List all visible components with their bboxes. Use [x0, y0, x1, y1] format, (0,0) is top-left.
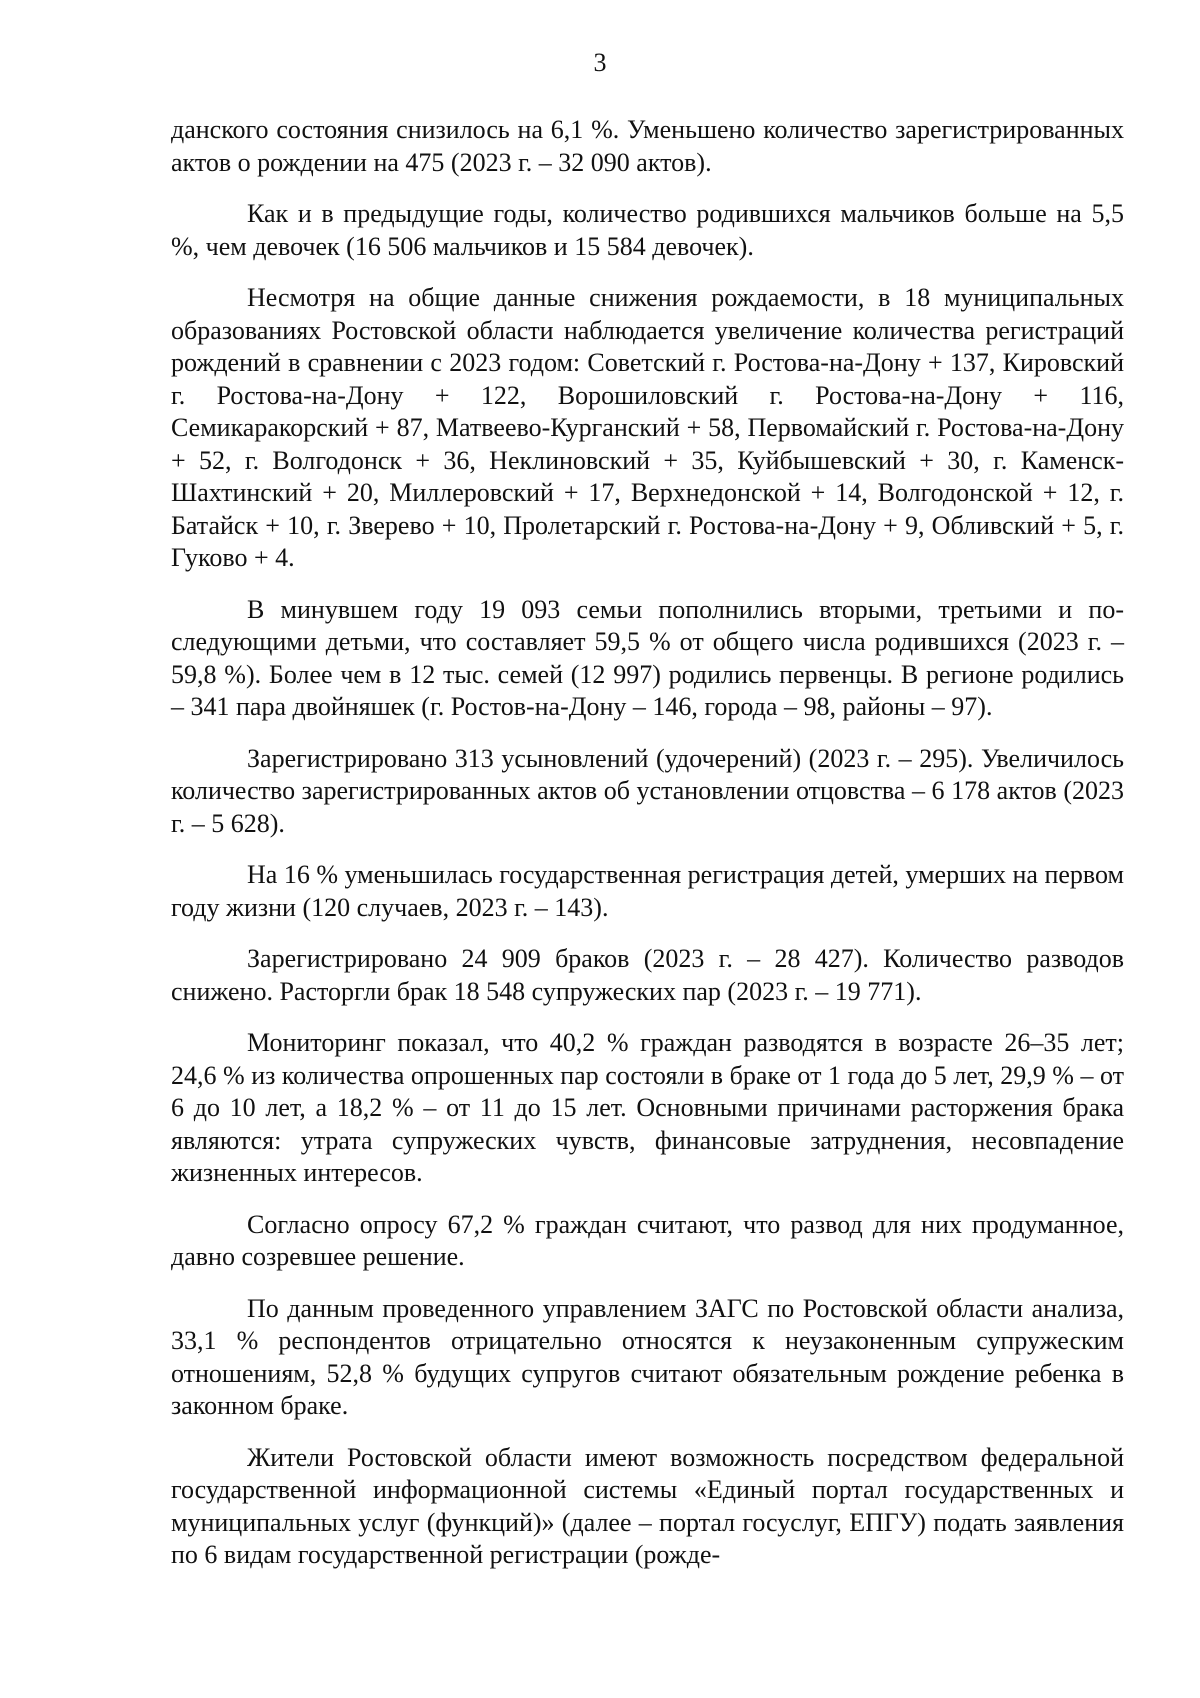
paragraph-divorce-monitoring: Мониторинг показал, что 40,2 % граждан разводятся в возрасте 26–35 лет; 24,6 % из количества опрошенных пар состояли в браке от 1 года до 5 лет, 29,9 % – от 6 до 10 лет, а 18,2 % – от 11 до 15 лет. Основными причинами расторжения брака являются: утрата супружеских чувств, финансовые затруднения, несовпадение жизненных интересов. [171, 1028, 1124, 1187]
page-number: 3 [593, 48, 607, 77]
paragraph-zags-analysis: По данным проведенного управлением ЗАГС по Ростовской области анализа, 33,1 % респондентов отрицательно относятся к неузаконенным супружеским отношениям, 52,8 % будущих супругов считают обязательным рождение ребенка в законном браке. [171, 1293, 1124, 1420]
paragraph-births-decrease: данского состояния снизилось на 6,1 %. Уменьшено количество зарегистрированных актов о рождении на 475 (2023 г. – 32 090 актов). [171, 115, 1124, 177]
paragraph-divorce-survey: Согласно опросу 67,2 % граждан считают, что развод для них продуманное, давно созревшее решение. [171, 1209, 1124, 1271]
paragraph-marriages: Зарегистрировано 24 909 браков (2023 г. – 28 427). Количество разводов снижено. Расторгли брак 18 548 супружеских пар (2023 г. – 19 771). [171, 944, 1124, 1006]
paragraph-infant-deaths: На 16 % уменьшилась государственная регистрация детей, умерших на первом году жизни (120 случаев, 2023 г. – 143). [171, 860, 1124, 922]
paragraph-boys-girls: Как и в предыдущие годы, количество родившихся мальчиков больше на 5,5 %, чем девочек (16 506 мальчиков и 15 584 девочек). [171, 199, 1124, 261]
document-body [171, 114, 1124, 1572]
paragraph-gosuslugi: Жители Ростовской области имеют возможность посредством федеральной государственной информационной системы «Единый портал государственных и муниципальных услуг (функций)» (далее – портал госуслуг, ЕПГУ) подать заявления по 6 видам государственной регистрации (рожде- [171, 1442, 1124, 1569]
paragraph-municipal-growth: Несмотря на общие данные снижения рождаемости, в 18 муниципальных образованиях Ростовской области наблюдается увеличение количества регистраций рождений в сравнении с 2023 годом: Советский г. Ростова-на-Дону + 137, Кировский г. Ростова-на-Дону + 122, Ворошиловский г. Ростова-на-Дону + 116, Семикаракорский + 87, Матвеево-Курганский + 58, Первомайский г. Ростова-на-Дону + 52, г. Волгодонск + 36, Неклиновский + 35, Куйбышевский + 30, г. Каменск-Шахтинский + 20, Миллеровский + 17, Верхнедонской + 14, Волгодонской + 12, г. Батайск + 10, г. Зверево + 10, Пролетарский г. Ростова-на-Дону + 9, Обливский + 5, г. Гуково + 4. [171, 283, 1124, 572]
paragraph-second-children: В минувшем году 19 093 семьи пополнились вторыми, третьими и последующими детьми, что составляет 59,5 % от общего числа родившихся (2023 г. – 59,8 %). Более чем в 12 тыс. семей (12 997) родились первенцы. В регионе родились – 341 пара двойняшек (г. Ростов-на-Дону – 146, города – 98, районы – 97). [171, 594, 1124, 721]
paragraph-adoptions: Зарегистрировано 313 усыновлений (удочерений) (2023 г. – 295). Увеличилось количество зарегистрированных актов об установлении отцовства – 6 178 актов (2023 г. – 5 628). [171, 743, 1124, 838]
